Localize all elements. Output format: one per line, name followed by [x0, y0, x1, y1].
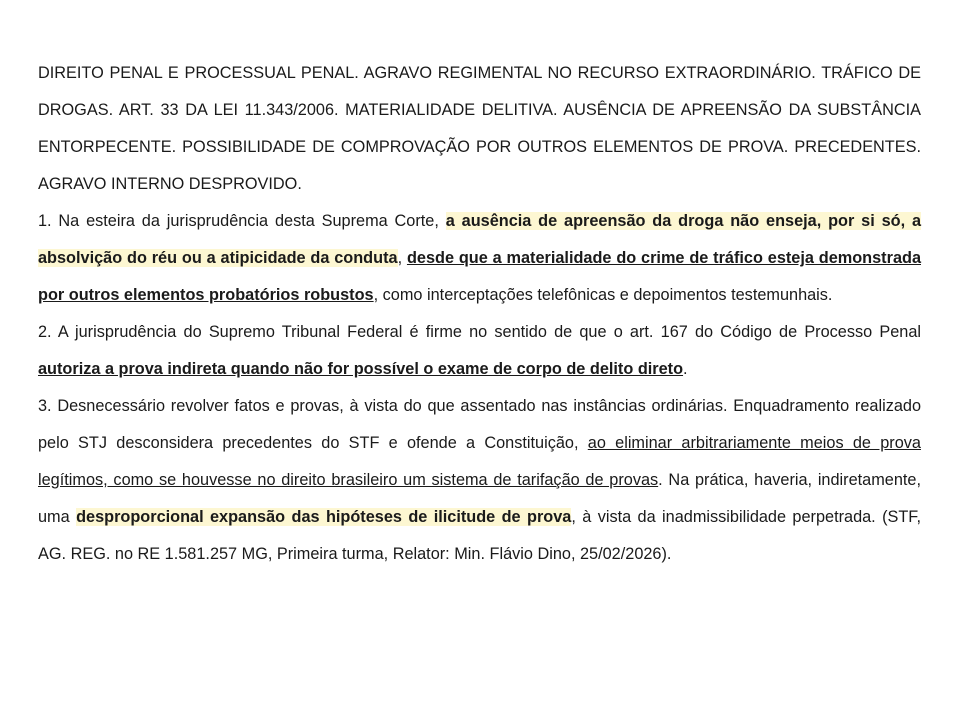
item-3-intro: 3. Desnecessário revolver fatos e provas, à vista do que assentado nas instâncias ordinárias. Enquadramento realizado pelo STJ desconsidera precedentes do STF e ofende a Constituição,	[38, 397, 921, 452]
item-1-highlight: a ausência de apreensão da droga não enseja, por si só, a absolvição do réu ou a atipicidade da conduta	[38, 212, 921, 267]
item-2-end: .	[683, 360, 688, 378]
item-1-rest: , como interceptações telefônicas e depoimentos testemunhais.	[373, 286, 833, 304]
item-3-mid: . Na prática, haveria, indiretamente, uma	[38, 471, 921, 526]
item-3-rest: , à vista da inadmissibilidade perpetrada. (STF, AG. REG. no RE 1.581.257 MG, Primeira turma, Relator: Min. Flávio Dino, 25/02/2026).	[38, 508, 921, 563]
item-2-paragraph	[38, 314, 921, 388]
item-3-paragraph	[38, 388, 921, 573]
document-body	[38, 55, 921, 573]
ementa-paragraph	[38, 55, 921, 203]
ementa-text: DIREITO PENAL E PROCESSUAL PENAL. AGRAVO REGIMENTAL NO RECURSO EXTRAORDINÁRIO. TRÁFICO DE DROGAS. ART. 33 DA LEI 11.343/2006. MATERIALIDADE DELITIVA. AUSÊNCIA DE APREENSÃO DA SUBSTÂNCIA ENTORPECENTE. POSSIBILIDADE DE COMPROVAÇÃO POR OUTROS ELEMENTOS DE PROVA. PRECEDENTES. AGRAVO INTERNO DESPROVIDO.	[38, 64, 921, 193]
item-1-comma: ,	[397, 249, 407, 267]
item-1-intro: 1. Na esteira da jurisprudência desta Suprema Corte,	[38, 212, 446, 230]
item-2-underlined: autoriza a prova indireta quando não for possível o exame de corpo de delito direto	[38, 360, 684, 378]
item-2-intro: 2. A jurisprudência do Supremo Tribunal Federal é firme no sentido de que o art. 167 do Código de Processo Penal	[38, 323, 921, 341]
item-3-highlight: desproporcional expansão das hipóteses de ilicitude de prova	[76, 508, 572, 526]
item-1-paragraph	[38, 203, 921, 314]
item-1-underlined: desde que a materialidade do crime de tráfico esteja demonstrada por outros elementos probatórios robustos	[38, 249, 921, 304]
item-3-underlined: ao eliminar arbitrariamente meios de prova legítimos, como se houvesse no direito brasileiro um sistema de tarifação de provas	[38, 434, 921, 489]
